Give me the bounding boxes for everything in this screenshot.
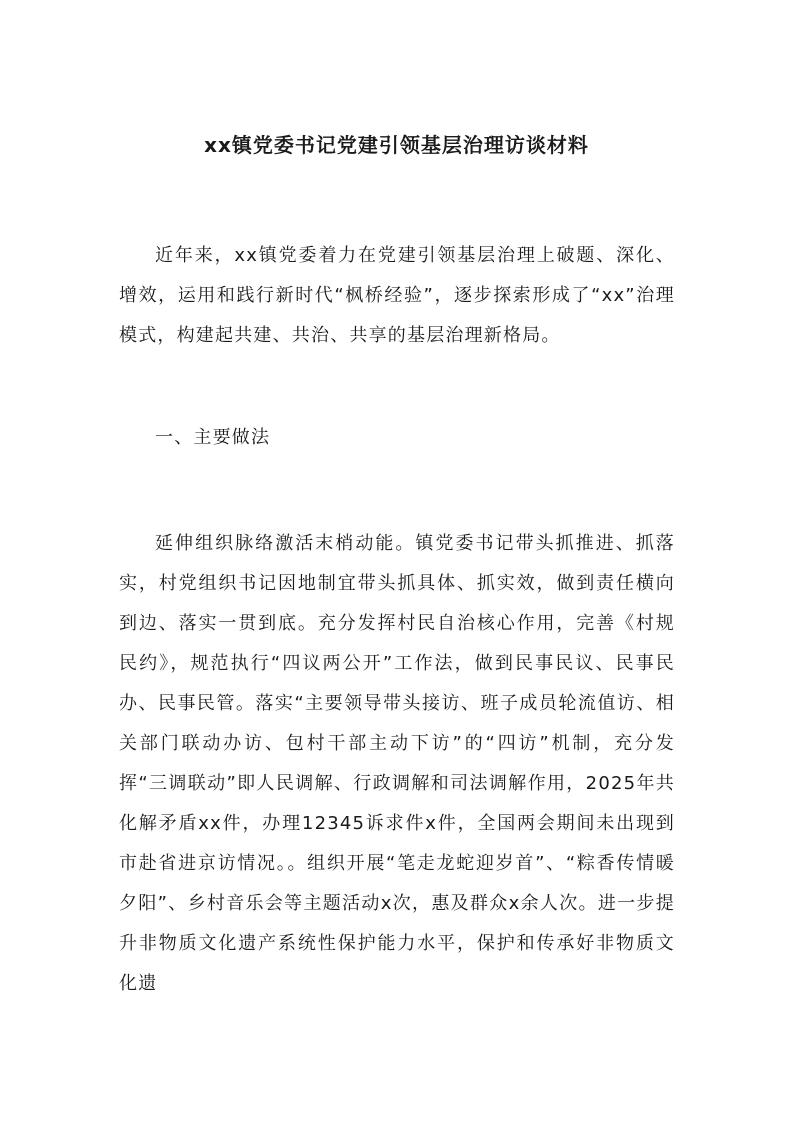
section-body-paragraph: 延伸组织脉络激活末梢动能。镇党委书记带头抓推进、抓落实，村党组织书记因地制宜带头抓具体、抓实效，做到责任横向到边、落实一贯到底。充分发挥村民自治核心作用，完善《村规民约》，规范执行“四议两公开”工作法，做到民事民议、民事民办、民事民管。落实“主要领导带头接访、班子成员轮流值访、相关部门联动办访、包村干部主动下访”的“四访”机制，充分发挥“三调联动”即人民调解、行政调解和司法调解作用，2025年共化解矛盾xx件，办理12345诉求件x件，全国两会期间未出现到市赴省进京访情况。。组织开展“笔走龙蛇迎岁首”、“粽香传情暖夕阳”、乡村音乐会等主题活动x次，惠及群众x余人次。进一步提升非物质文化遗产系统性保护能力水平，保护和传承好非物质文化遗: [119, 533, 675, 994]
document-title: xx镇党委书记党建引领基层治理访谈材料: [204, 133, 589, 157]
section-heading: 一、主要做法: [155, 427, 271, 448]
intro-paragraph: 近年来，xx镇党委着力在党建引领基层治理上破题、深化、增效，运用和践行新时代“枫桥经验”，逐步探索形成了“xx”治理模式，构建起共建、共治、共享的基层治理新格局。: [119, 245, 675, 346]
